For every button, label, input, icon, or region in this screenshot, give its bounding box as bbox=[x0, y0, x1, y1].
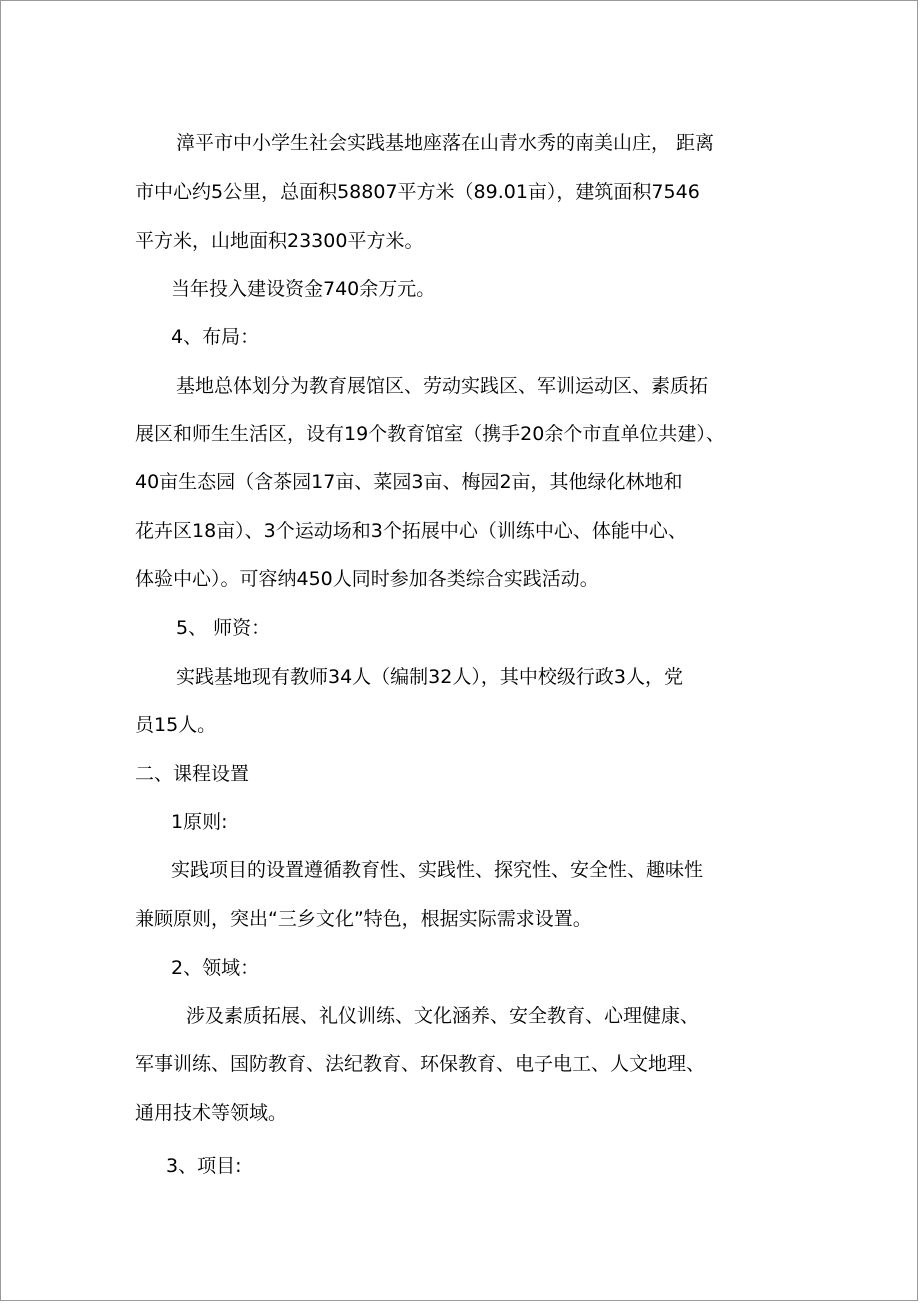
paragraph-line: 漳平市中小学生社会实践基地座落在山青水秀的南美山庄， 距离 bbox=[176, 132, 715, 154]
chapter-heading: 二、课程设置 bbox=[135, 763, 250, 785]
paragraph-line: 40亩生态园（含茶园17亩、菜园3亩、梅园2亩，其他绿化林地和 bbox=[135, 471, 683, 493]
section-heading: 3、项目: bbox=[166, 1155, 242, 1177]
paragraph-line: 涉及素质拓展、礼仪训练、文化涵养、安全教育、心理健康、 bbox=[186, 1005, 700, 1027]
paragraph-line: 通用技术等领域。 bbox=[135, 1102, 288, 1124]
section-heading: 1原则: bbox=[171, 811, 228, 833]
paragraph-line: 花卉区18亩）、3个运动场和3个拓展中心（训练中心、体能中心、 bbox=[135, 520, 687, 542]
section-heading: 5、 师资： bbox=[176, 617, 271, 639]
paragraph-line: 军事训练、国防教育、法纪教育、环保教育、电子电工、人文地理、 bbox=[135, 1053, 706, 1075]
section-heading: 2、领域： bbox=[171, 957, 260, 979]
paragraph-line: 员15人。 bbox=[135, 714, 217, 736]
paragraph-line: 基地总体划分为教育展馆区、劳动实践区、军训运动区、素质拓 bbox=[176, 375, 709, 397]
paragraph-line: 兼顾原则，突出“三乡文化”特色，根据实际需求设置。 bbox=[135, 908, 592, 930]
paragraph-line: 体验中心）。可容纳450人同时参加各类综合实践活动。 bbox=[135, 568, 599, 590]
paragraph-line: 市中心约5公里，总面积58807平方米（89.01亩），建筑面积7546 bbox=[135, 181, 700, 203]
paragraph-line: 当年投入建设资金740余万元。 bbox=[171, 278, 436, 300]
paragraph-line: 展区和师生生活区，设有19个教育馆室（携手20余个市直单位共建）、 bbox=[135, 423, 725, 445]
paragraph-line: 实践项目的设置遵循教育性、实践性、探究性、安全性、趣味性 bbox=[171, 859, 704, 881]
paragraph-line: 实践基地现有教师34人（编制32人），其中校级行政3人，党 bbox=[176, 666, 683, 688]
paragraph-line: 平方米，山地面积23300平方米。 bbox=[135, 230, 424, 252]
section-heading: 4、布局： bbox=[171, 326, 260, 348]
